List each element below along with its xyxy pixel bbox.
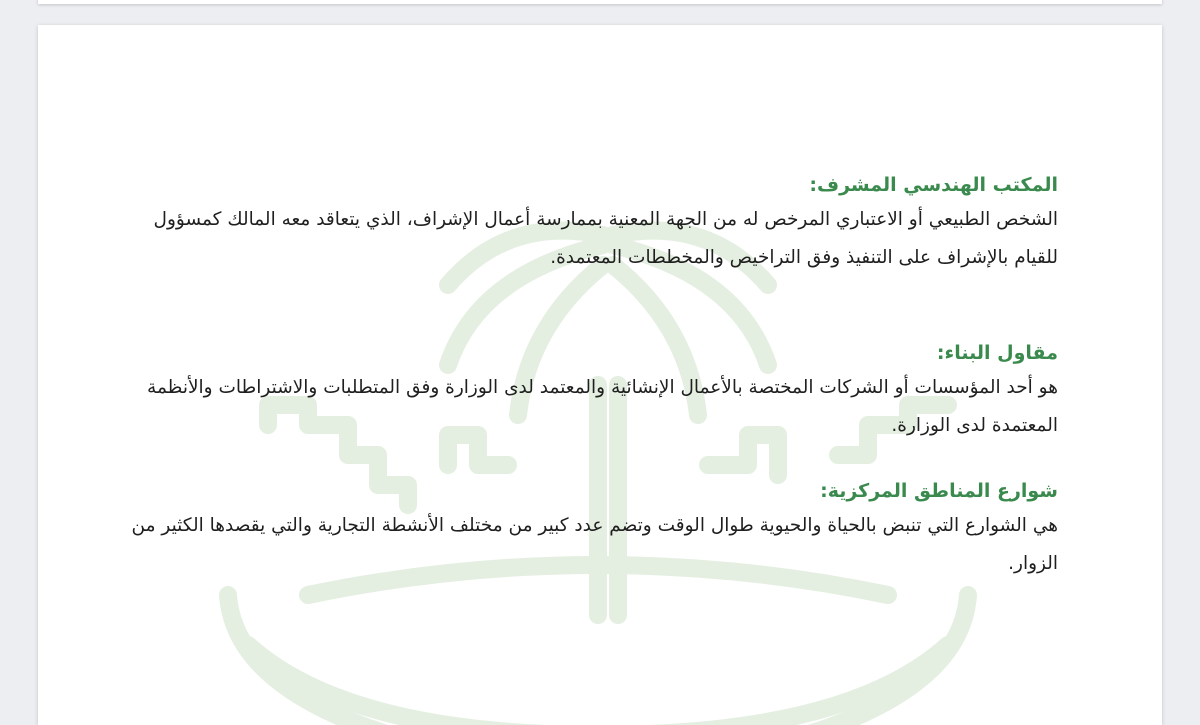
- section-body: هو أحد المؤسسات أو الشركات المختصة بالأعمال الإنشائية والمعتمد لدى الوزارة وفق المتطلبات والاشتراطات والأنظمة المعتمدة لدى الوزارة.: [147, 377, 1058, 436]
- section-title: المكتب الهندسي المشرف:: [809, 174, 1058, 196]
- section-body: هي الشوارع التي تنبض بالحياة والحيوية طوال الوقت وتضم عدد كبير من مختلف الأنشطة التجارية والتي يقصدها الكثير من الزوار.: [131, 515, 1058, 574]
- definition-central-area-streets: [128, 475, 1058, 583]
- section-body: الشخص الطبيعي أو الاعتباري المرخص له من الجهة المعنية بممارسة أعمال الإشراف، الذي يتعاقد معه المالك كمسؤول للقيام بالإشراف على التنفيذ وفق التراخيص والمخططات المعتمدة.: [153, 209, 1058, 268]
- definition-building-contractor: [128, 337, 1058, 445]
- section-title: شوارع المناطق المركزية:: [820, 480, 1058, 502]
- definition-supervising-office: [128, 169, 1058, 277]
- section-title: مقاول البناء:: [936, 342, 1058, 364]
- document-page: [38, 25, 1162, 725]
- previous-page-edge: [38, 0, 1162, 4]
